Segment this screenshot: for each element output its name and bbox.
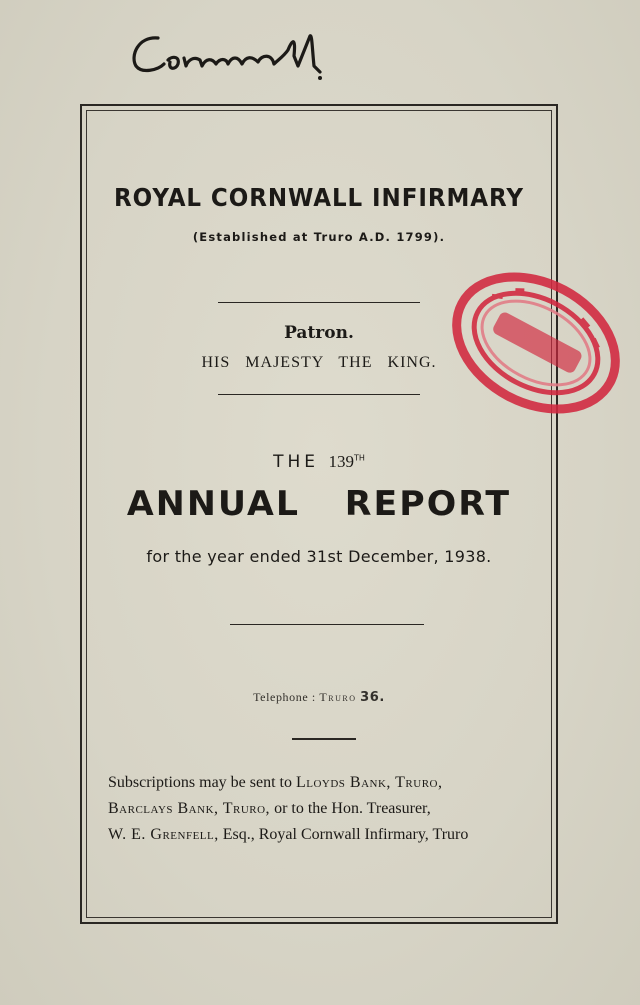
subscriptions-paragraph [108, 770, 538, 848]
treasurer-name: W. E. Grenfell, [108, 826, 219, 843]
bank-barclays: Barclays Bank, Truro, [108, 800, 271, 817]
subscriptions-line-1 [108, 770, 538, 796]
report-number-line [86, 452, 552, 472]
subscriptions-line-2 [108, 796, 538, 822]
page-title: ROYAL CORNWALL INFIRMARY [114, 183, 524, 212]
established-line: (Established at Truro A.D. 1799). [192, 230, 446, 244]
ordinal-suffix: TH [353, 453, 365, 463]
patron-name: HIS MAJESTY THE KING. [201, 354, 437, 371]
the-word: THE [273, 452, 320, 472]
telephone-exchange: Truro [319, 690, 357, 704]
treasurer-text: or to the Hon. Treasurer, [270, 800, 431, 817]
handwritten-cornwall-signature [128, 26, 338, 91]
subscriptions-line-3 [108, 822, 538, 848]
telephone-line [86, 690, 552, 705]
library-stamp-icon [445, 262, 627, 429]
treasurer-address: Esq., Royal Cornwall Infirmary, Truro [218, 826, 469, 843]
short-divider [292, 738, 356, 740]
telephone-label: Telephone : [253, 690, 316, 704]
divider [218, 394, 420, 395]
divider [218, 302, 420, 303]
report-number: 139 [328, 452, 354, 471]
annual-report-title: ANNUAL REPORT [126, 484, 512, 524]
patron-label: Patron. [284, 323, 354, 343]
bank-lloyds: Lloyds Bank, Truro, [295, 774, 443, 791]
divider [230, 624, 424, 625]
subscriptions-text: Subscriptions may be sent to [108, 774, 296, 791]
year-line: for the year ended 31st December, 1938. [146, 547, 492, 566]
telephone-number: 36. [360, 690, 385, 705]
